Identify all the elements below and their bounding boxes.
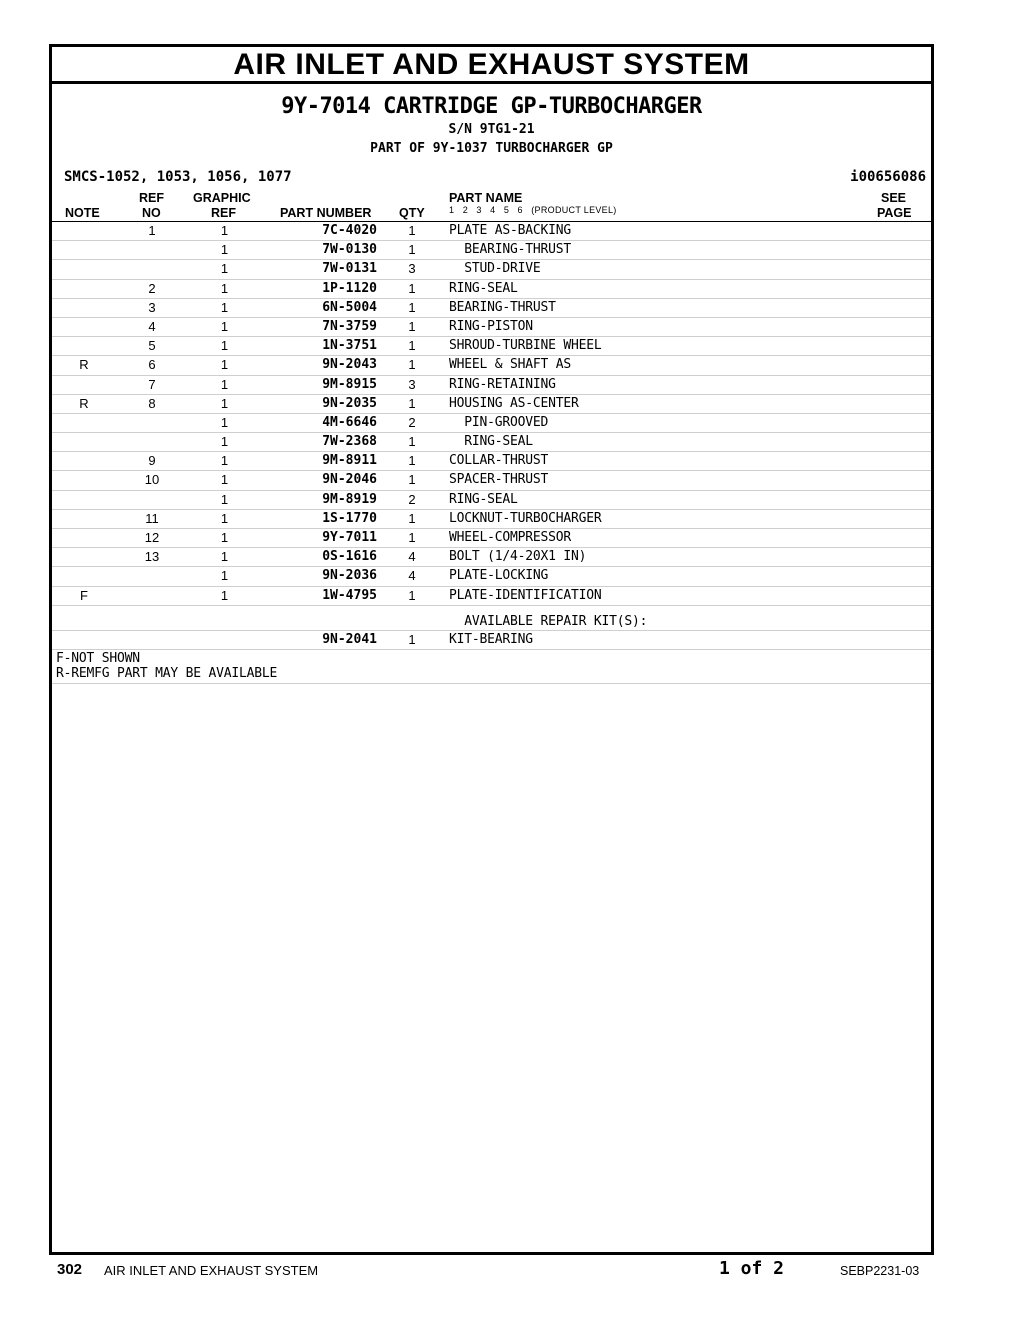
table-row	[52, 241, 931, 260]
cell-part-name: RING-SEAL	[449, 280, 518, 296]
cell-graphic-ref: 1	[220, 242, 229, 258]
note-line: R-REMFG PART MAY BE AVAILABLE	[56, 665, 278, 681]
table-row	[52, 491, 931, 510]
footer-doc-id: SEBP2231-03	[840, 1264, 920, 1278]
cell-part-number: 7W-2368	[322, 434, 377, 450]
cell-part-name: PLATE-IDENTIFICATION	[449, 587, 602, 603]
cell-qty: 1	[408, 280, 416, 296]
cell-graphic-ref: 1	[220, 568, 229, 584]
col-part-number: PART NUMBER	[280, 206, 372, 220]
note-line: F-NOT SHOWN	[56, 650, 140, 666]
footer-section: AIR INLET AND EXHAUST SYSTEM	[104, 1263, 319, 1278]
section-title: AIR INLET AND EXHAUST SYSTEM	[52, 47, 931, 84]
cell-qty: 1	[408, 338, 416, 354]
column-header	[52, 189, 931, 222]
cell-qty: 1	[408, 472, 416, 488]
cell-graphic-ref: 1	[220, 491, 229, 507]
cell-part-name: STUD-DRIVE	[449, 261, 541, 277]
cell-part-name: WHEEL-COMPRESSOR	[449, 530, 572, 545]
cell-part-name: SPACER-THRUST	[449, 472, 549, 488]
cell-ref-no: 4	[148, 318, 156, 334]
cell-graphic-ref: 1	[220, 510, 229, 526]
parts-sheet	[49, 44, 934, 1255]
col-ref-top: REF	[139, 191, 164, 205]
notes-block	[52, 650, 931, 684]
table-row	[52, 548, 931, 567]
cell-part-name: BOLT (1/4-20X1 IN)	[449, 549, 587, 565]
cell-part-name: BEARING-THRUST	[449, 299, 556, 315]
footer-page-of: 1 of 2	[719, 1258, 785, 1279]
cell-qty: 1	[408, 318, 416, 334]
part-of-line: PART OF 9Y-1037 TURBOCHARGER GP	[370, 141, 613, 156]
col-see-top: SEE	[881, 191, 907, 205]
table-row	[52, 395, 931, 414]
cell-part-name: RING-SEAL	[449, 491, 518, 507]
cell-part-name: RING-SEAL	[449, 434, 533, 450]
table-row	[52, 529, 931, 548]
cell-graphic-ref: 1	[220, 357, 229, 373]
col-note: NOTE	[65, 206, 100, 220]
cell-part-number: 7C-4020	[322, 223, 377, 238]
cell-qty: 3	[408, 261, 416, 277]
table-row	[52, 318, 931, 337]
cell-qty: 2	[408, 491, 416, 507]
cell-part-number: 9M-8919	[322, 491, 377, 507]
cell-part-name: PLATE AS-BACKING	[449, 223, 572, 238]
cell-graphic-ref: 1	[220, 530, 229, 545]
table-row	[52, 280, 931, 299]
cell-ref-no: 5	[148, 338, 156, 354]
cell-ref-no: 13	[144, 549, 160, 565]
cell-part-number: 9Y-7011	[322, 530, 377, 545]
cell-graphic-ref: 1	[220, 338, 229, 354]
cell-qty: 1	[408, 242, 416, 258]
cell-part-name: LOCKNUT-TURBOCHARGER	[449, 510, 602, 526]
table-row	[52, 452, 931, 471]
cell-part-number: 6N-5004	[322, 299, 377, 315]
table-row	[52, 356, 931, 375]
cell-note: F	[80, 587, 88, 603]
cell-ref-no: 9	[148, 453, 156, 469]
table-row	[52, 631, 931, 650]
table-row	[52, 471, 931, 490]
cell-note: R	[79, 357, 89, 373]
cell-ref-no: 1	[148, 223, 156, 238]
col-graphic-bottom: REF	[211, 206, 236, 220]
cell-part-name: RING-RETAINING	[449, 376, 556, 392]
parts-table	[52, 222, 931, 606]
cell-qty: 4	[408, 549, 416, 565]
cell-graphic-ref: 1	[220, 280, 229, 296]
illustration-id: i00656086	[850, 169, 926, 185]
cell-qty: 4	[408, 568, 416, 584]
table-row	[52, 376, 931, 395]
table-row	[52, 337, 931, 356]
cell-part-number: 7W-0131	[322, 261, 377, 277]
cell-ref-no: 3	[148, 299, 156, 315]
table-row	[52, 510, 931, 529]
table-row	[52, 299, 931, 318]
cell-qty: 1	[408, 453, 416, 469]
cell-graphic-ref: 1	[220, 472, 229, 488]
cell-ref-no: 2	[148, 280, 156, 296]
cell-graphic-ref: 1	[220, 549, 229, 565]
cell-part-number: 1N-3751	[322, 338, 377, 354]
cell-part-name: COLLAR-THRUST	[449, 453, 549, 469]
col-graphic-top: GRAPHIC	[193, 191, 251, 205]
cell-part-name: PLATE-LOCKING	[449, 568, 549, 584]
serial-number: S/N 9TG1-21	[448, 122, 535, 137]
cell-qty: 1	[408, 631, 416, 647]
col-see-bottom: PAGE	[877, 206, 912, 220]
cell-part-number: 4M-6646	[322, 414, 377, 430]
table-row	[52, 414, 931, 433]
cell-ref-no: 11	[145, 510, 159, 526]
cell-graphic-ref: 1	[220, 453, 229, 469]
table-row	[52, 222, 931, 241]
cell-part-name: BEARING-THRUST	[449, 242, 572, 258]
col-product-level: 1 2 3 4 5 6 (PRODUCT LEVEL)	[449, 205, 617, 215]
cell-part-name: WHEEL & SHAFT AS	[449, 357, 572, 373]
cell-graphic-ref: 1	[220, 395, 229, 411]
meta-row	[52, 167, 931, 189]
cell-part-name: SHROUD-TURBINE WHEEL	[449, 338, 602, 354]
cell-qty: 1	[408, 434, 416, 450]
cell-qty: 1	[408, 530, 416, 545]
cell-part-number: 9N-2036	[322, 568, 377, 584]
cell-graphic-ref: 1	[220, 414, 229, 430]
cell-ref-no: 10	[144, 472, 160, 488]
cell-qty: 1	[408, 510, 416, 526]
cell-part-number: 9M-8915	[322, 376, 377, 392]
cell-part-name: HOUSING AS-CENTER	[449, 395, 579, 411]
cell-qty: 3	[408, 376, 416, 392]
cell-graphic-ref: 1	[220, 376, 229, 392]
col-qty: QTY	[399, 206, 425, 220]
cell-part-name: PIN-GROOVED	[449, 414, 549, 430]
col-ref-bottom: NO	[142, 206, 161, 220]
table-row	[52, 433, 931, 452]
cell-qty: 1	[408, 587, 416, 603]
cell-part-number: 1W-4795	[322, 587, 377, 603]
cell-part-number: 1S-1770	[322, 510, 377, 526]
cell-graphic-ref: 1	[220, 587, 229, 603]
repair-kit-list	[52, 631, 931, 650]
cell-part-number: 9N-2046	[322, 472, 377, 488]
cell-graphic-ref: 1	[220, 434, 229, 450]
cell-qty: 1	[408, 395, 416, 411]
table-row	[52, 260, 931, 279]
cell-part-number: 0S-1616	[322, 549, 377, 565]
cell-graphic-ref: 1	[220, 223, 229, 238]
cell-graphic-ref: 1	[220, 318, 229, 334]
cell-part-number: 7N-3759	[322, 318, 377, 334]
cell-part-number: 7W-0130	[322, 242, 377, 258]
table-row	[52, 587, 931, 606]
cell-part-number: 9N-2043	[322, 357, 377, 373]
cell-ref-no: 8	[148, 395, 156, 411]
cell-qty: 2	[408, 414, 416, 430]
cell-graphic-ref: 1	[220, 261, 229, 277]
cell-qty: 1	[408, 223, 416, 238]
cell-ref-no: 6	[148, 357, 156, 373]
smcs-codes: SMCS-1052, 1053, 1056, 1077	[64, 169, 292, 185]
repair-kit-heading: AVAILABLE REPAIR KIT(S):	[449, 613, 648, 629]
cell-part-number: 9M-8911	[322, 453, 377, 469]
footer-page-number: 302	[57, 1261, 83, 1278]
cell-part-name: RING-PISTON	[449, 318, 533, 334]
col-part-name: PART NAME	[449, 191, 523, 205]
cell-qty: 1	[408, 357, 416, 373]
cell-graphic-ref: 1	[220, 299, 229, 315]
group-title: 9Y-7014 CARTRIDGE GP-TURBOCHARGER	[281, 94, 702, 119]
cell-part-number: 9N-2041	[322, 631, 377, 647]
cell-note: R	[79, 395, 89, 411]
cell-part-number: 9N-2035	[322, 395, 377, 411]
cell-part-name: KIT-BEARING	[449, 631, 533, 647]
cell-ref-no: 12	[144, 530, 160, 545]
repair-kit-heading-row	[52, 606, 931, 631]
page-footer	[0, 1258, 1020, 1288]
table-row	[52, 567, 931, 586]
cell-ref-no: 7	[148, 376, 156, 392]
cell-part-number: 1P-1120	[322, 280, 377, 296]
cell-qty: 1	[408, 299, 416, 315]
